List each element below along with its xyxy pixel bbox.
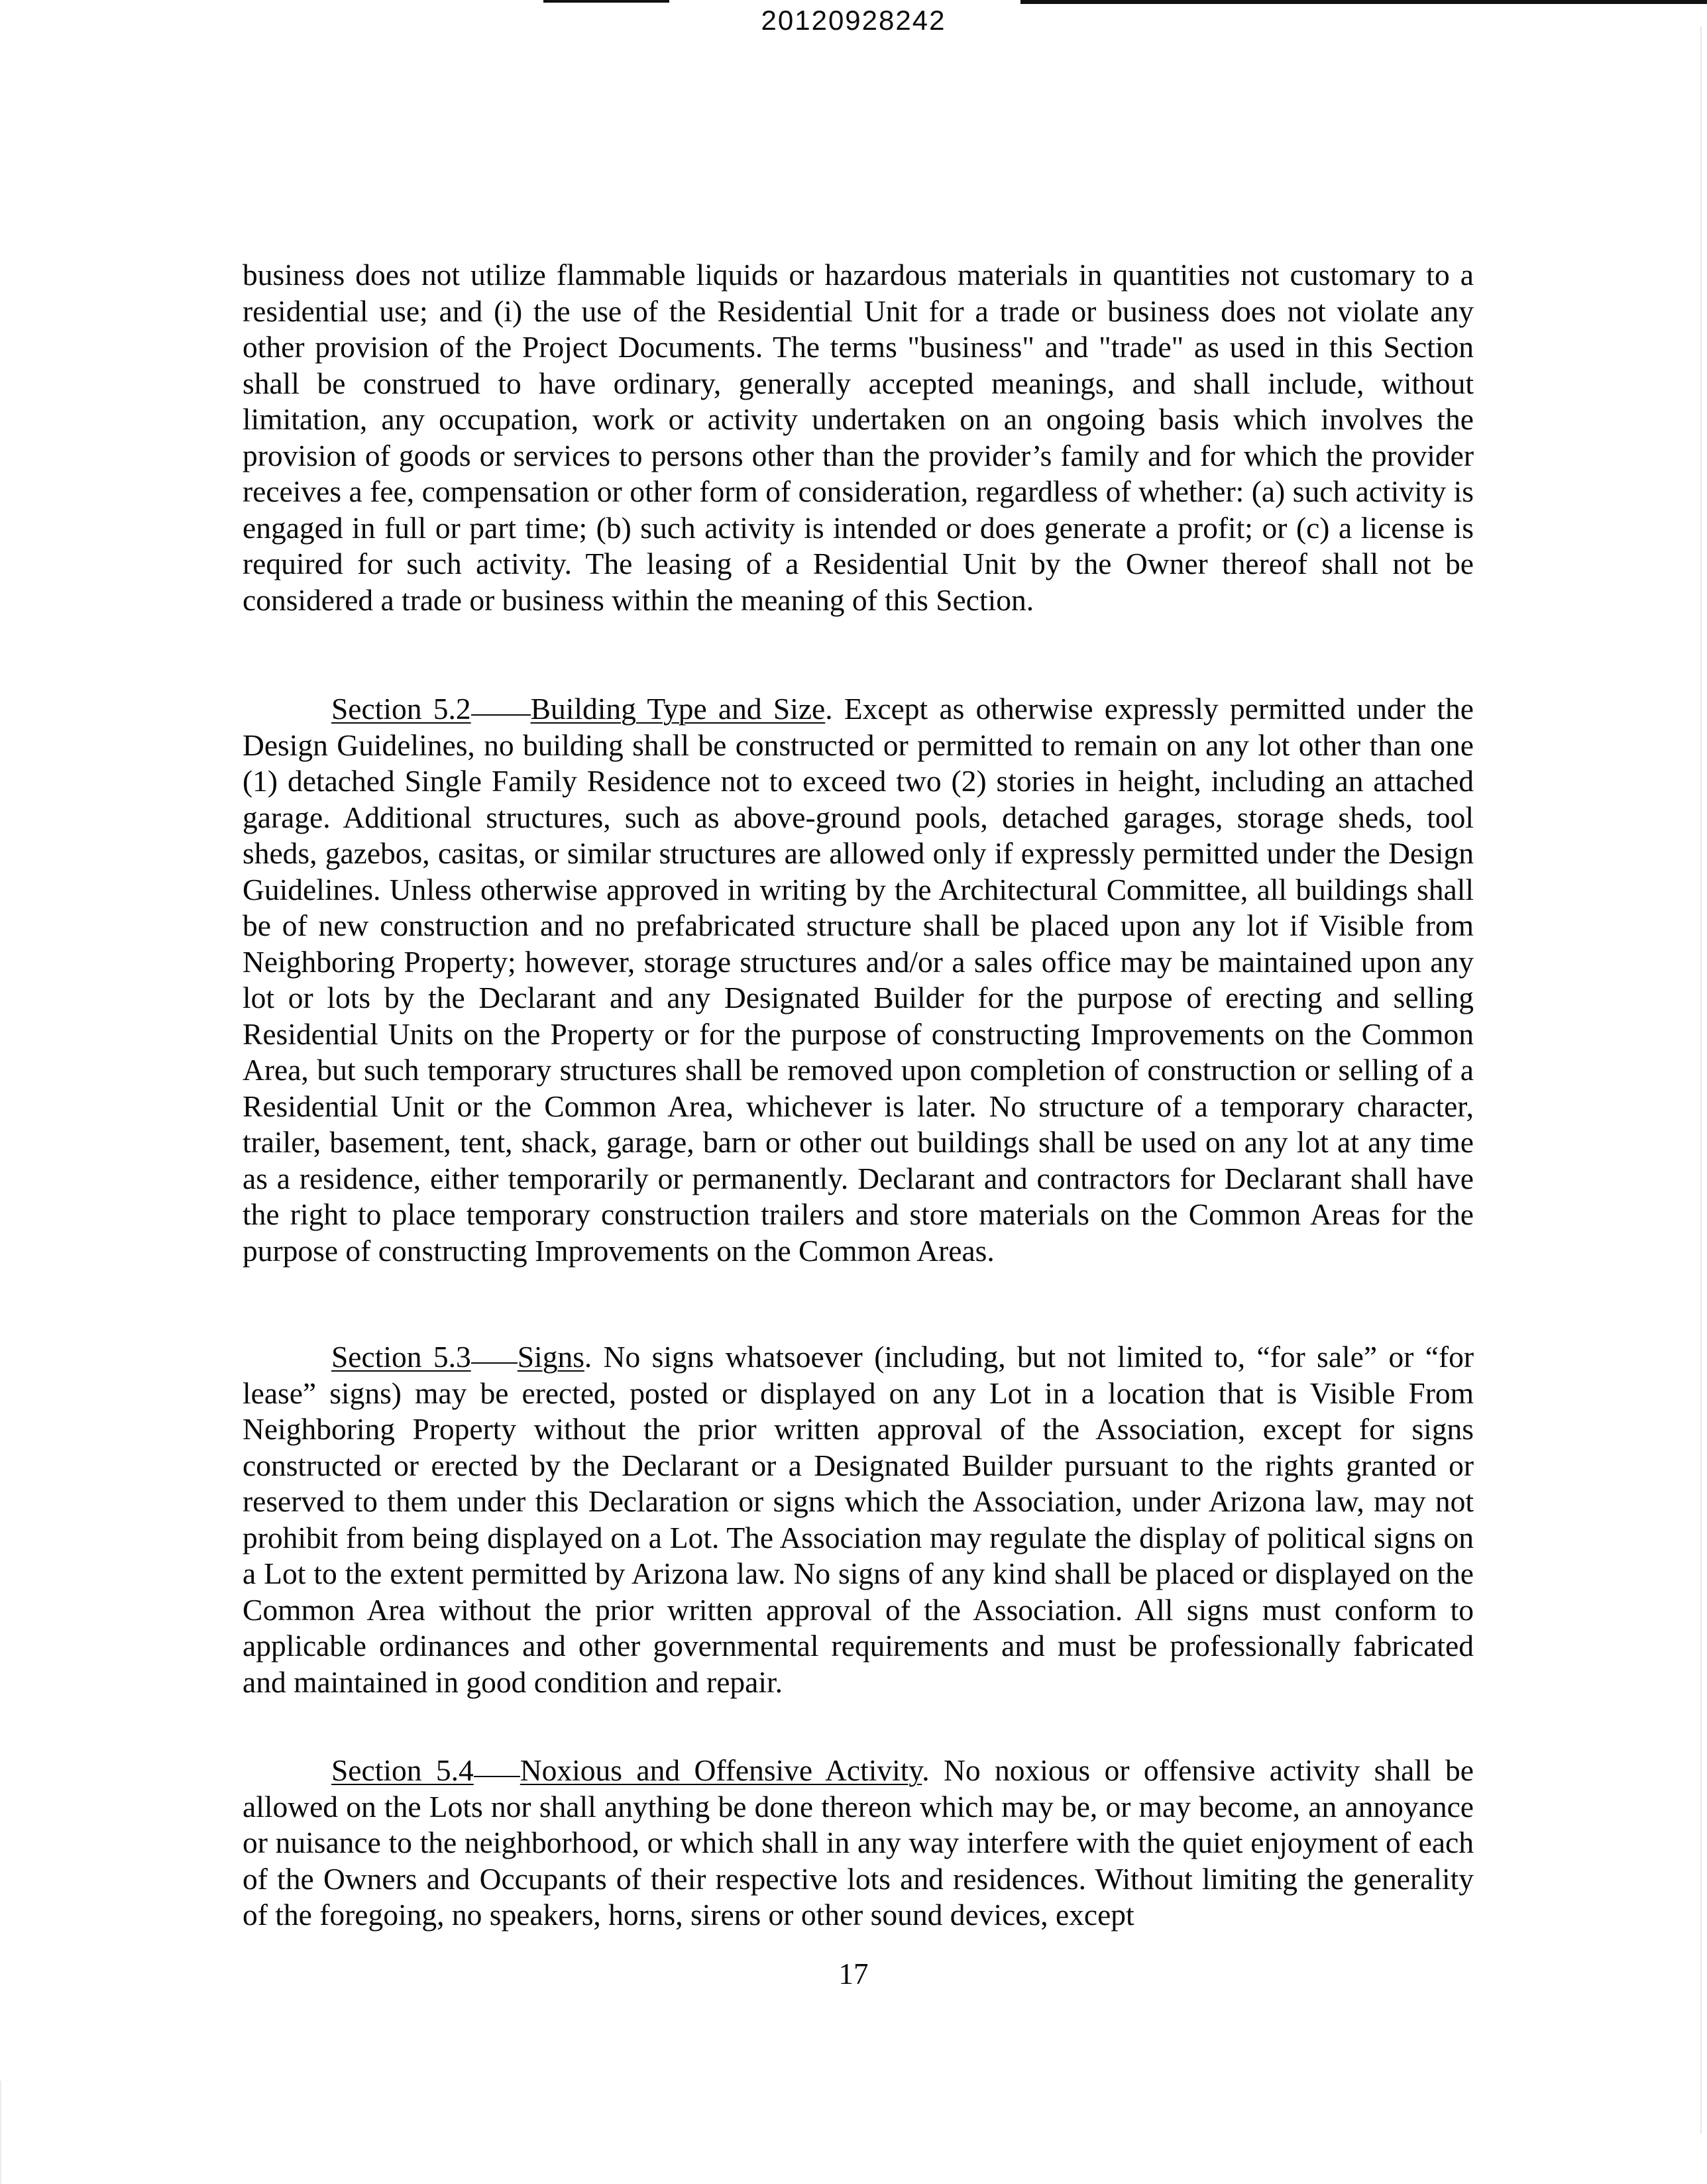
section-body: . No signs whatsoever (including, but not limited to, “for sale” or “for lease” signs) may be erected, posted or displayed on any Lot in a location that is Visible From Neighboring Property without the prior written approval of the Association, except for signs constructed or erected by the Declarant or a Designated Builder pursuant to the rights granted or reserved to them under this Declaration or signs which the Association, under Arizona law, may not prohibit from being displayed on a Lot. The Association may regulate the display of political signs on a Lot to the extent permitted by Arizona law. No signs of any kind shall be placed or displayed on the Common Area without the prior written approval of the Association. All signs must conform to applicable ordinances and other governmental requirements and must be professionally fabricated and maintained in good condition and repair. [243, 1340, 1474, 1699]
recording-number: 20120928242 [761, 5, 946, 36]
underline-gap [474, 1776, 520, 1777]
section-5-3 [243, 1339, 1474, 1700]
scan-edge [1700, 27, 1702, 2134]
page-number: 17 [838, 1957, 869, 1991]
section-paragraph [243, 691, 1474, 1269]
section-heading: Building Type and Size [530, 692, 826, 726]
paragraph-text: business does not utilize flammable liquids or hazardous materials in quantities not customary to a residential use; and (i) the use of the Residential Unit for a trade or business does not violate any other provision of the Project Documents. The terms "business" and "trade" as used in this Section shall be construed to have ordinary, generally accepted meanings, and shall include, without limitation, any occupation, work or activity undertaken on an ongoing basis which involves the provision of goods or services to persons other than the provider’s family and for which the provider receives a fee, compensation or other form of consideration, regardless of whether: (a) such activity is engaged in full or part time; (b) such activity is intended or does generate a profit; or (c) a license is required for such activity. The leasing of a Residential Unit by the Owner thereof shall not be considered a trade or business within the meaning of this Section. [243, 258, 1474, 617]
section-5-4 [243, 1753, 1474, 1934]
scan-border-line [543, 0, 669, 3]
section-number: Section 5.4 [331, 1753, 474, 1787]
underline-gap [471, 714, 531, 716]
underline-gap [471, 1362, 518, 1364]
section-number: Section 5.3 [331, 1340, 471, 1374]
section-body: . No noxious or offensive activity shall be allowed on the Lots nor shall anything be done thereon which may be, or may become, an annoyance or nuisance to the neighborhood, or which shall in any way interfere with the quiet enjoyment of each of the Owners and Occupants of their respective lots and residences. Without limiting the generality of the foregoing, no speakers, horns, sirens or other sound devices, except [243, 1753, 1474, 1932]
section-paragraph [243, 1339, 1474, 1700]
section-5-2 [243, 691, 1474, 1269]
section-heading: Signs [517, 1340, 584, 1374]
section-heading: Noxious and Offensive Activity [520, 1753, 922, 1787]
section-paragraph [243, 1753, 1474, 1934]
paragraph-continuation [243, 257, 1474, 618]
section-number: Section 5.2 [331, 692, 471, 726]
scan-edge [0, 2081, 1, 2184]
section-body: . Except as otherwise expressly permitted under the Design Guidelines, no building shall be constructed or permitted to remain on any lot other than one (1) detached Single Family Residence not to exceed two (2) stories in height, including an attached garage. Additional structures, such as above-ground pools, detached garages, storage sheds, tool sheds, gazebos, casitas, or similar structures are allowed only if expressly permitted under the Design Guidelines. Unless otherwise approved in writing by the Architectural Committee, all buildings shall be of new construction and no prefabricated structure shall be placed upon any lot if Visible from Neighboring Property; however, storage structures and/or a sales office may be maintained upon any lot or lots by the Declarant and any Designated Builder for the purpose of erecting and selling Residential Units on the Property or for the purpose of constructing Improvements on the Common Area, but such temporary structures shall be removed upon completion of construction or selling of a Residential Unit or the Common Area, whichever is later. No structure of a temporary character, trailer, basement, tent, shack, garage, barn or other out buildings shall be used on any lot at any time as a residence, either temporarily or permanently. Declarant and contractors for Declarant shall have the right to place temporary construction trailers and store materials on the Common Areas for the purpose of constructing Improvements on the Common Areas. [243, 692, 1474, 1268]
